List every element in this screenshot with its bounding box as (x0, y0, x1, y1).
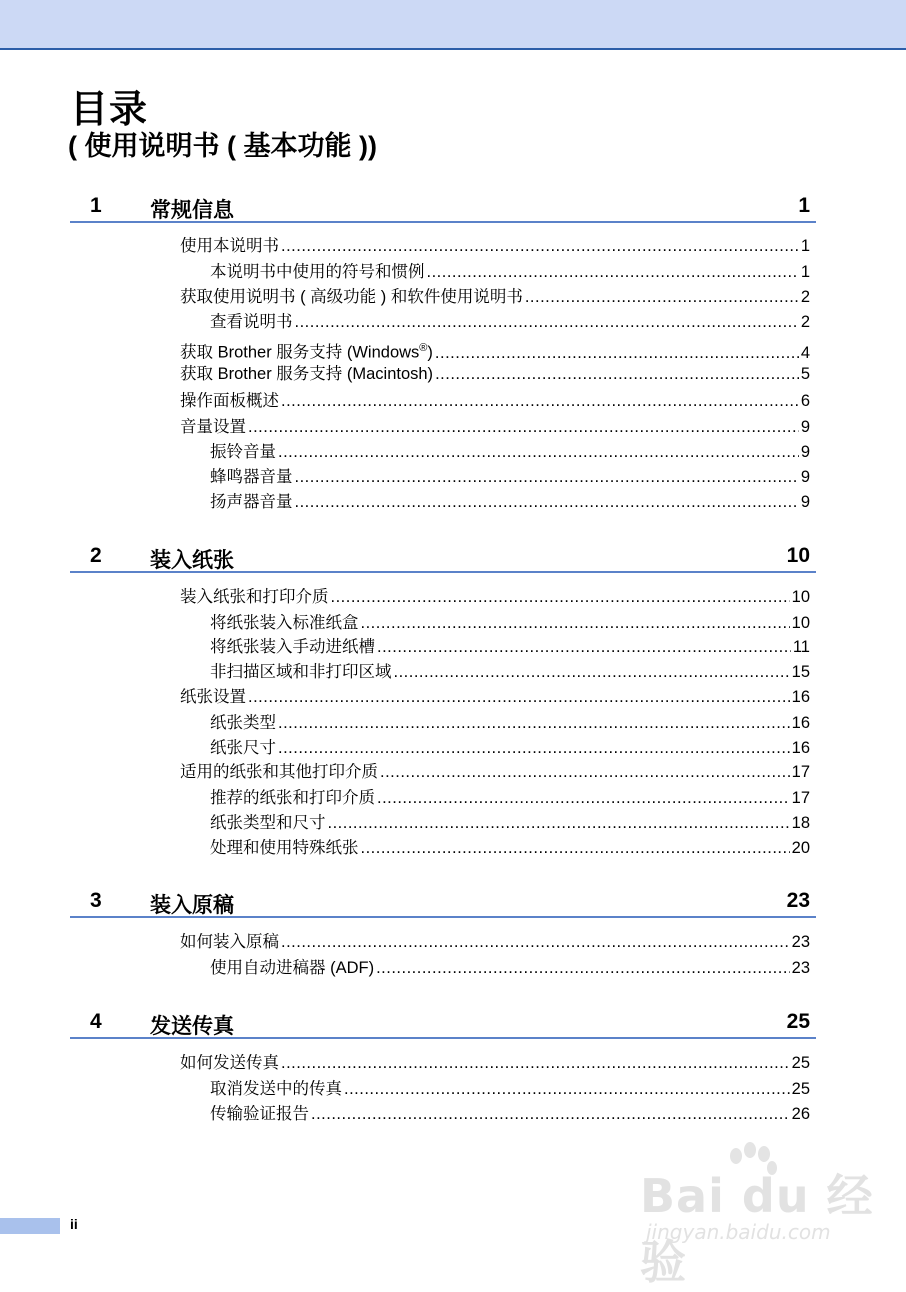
toc-entry[interactable] (180, 931, 810, 953)
entry-page: 25 (791, 1054, 810, 1072)
entry-page: 25 (791, 1080, 810, 1098)
toc-entry[interactable] (210, 812, 810, 834)
entry-page: 23 (791, 959, 810, 977)
entry-page: 20 (791, 839, 810, 857)
toc-entry[interactable] (180, 337, 810, 362)
entry-text: 非扫描区域和非打印区域 (210, 663, 392, 681)
dot-leader (281, 931, 790, 953)
toc-entry[interactable] (210, 737, 810, 759)
chapter-heading[interactable] (70, 194, 816, 223)
chapter-heading[interactable] (70, 544, 816, 573)
entry-page: 9 (800, 468, 810, 486)
dot-leader (278, 737, 790, 759)
dot-leader (328, 812, 790, 834)
top-header-band (0, 0, 906, 50)
dot-leader (380, 761, 790, 783)
toc-entry[interactable] (180, 235, 810, 257)
dot-leader (377, 636, 791, 658)
chapter-title: 常规信息 (150, 199, 234, 222)
entry-text: 扬声器音量 (210, 493, 293, 511)
toc-entry[interactable] (180, 686, 810, 708)
dot-leader (248, 686, 790, 708)
page-number: ii (70, 1216, 78, 1232)
toc-entry[interactable] (210, 1078, 810, 1100)
dot-leader (435, 363, 799, 385)
dot-leader (427, 261, 799, 283)
dot-leader (295, 311, 799, 333)
entry-text: 推荐的纸张和打印介质 (210, 789, 375, 807)
entry-text: 音量设置 (180, 418, 246, 436)
page-title: 目录 (70, 89, 149, 131)
registered-mark: ® (419, 342, 428, 354)
entry-page: 23 (791, 933, 810, 951)
toc-entry[interactable] (180, 416, 810, 438)
toc-entry[interactable] (210, 261, 810, 283)
toc-entry[interactable] (210, 311, 810, 333)
toc-entry[interactable] (180, 761, 810, 783)
entry-text: 将纸张装入标准纸盒 (210, 614, 359, 632)
dot-leader (278, 441, 799, 463)
entry-page: 10 (791, 614, 810, 632)
toc-entry[interactable] (180, 586, 810, 608)
entry-page: 11 (792, 638, 810, 656)
dot-leader (295, 491, 799, 513)
entry-text: 获取 Brother 服务支持 (Macintosh) (180, 365, 434, 383)
entry-text: 适用的纸张和其他打印介质 (180, 763, 378, 781)
entry-text: 纸张尺寸 (210, 739, 276, 757)
entry-text: 装入纸张和打印介质 (180, 588, 329, 606)
dot-leader (525, 286, 799, 308)
entry-text: 查看说明书 (210, 313, 293, 331)
entry-text: 获取 Brother 服务支持 (Windows®) (180, 342, 433, 362)
entry-text: 纸张类型 (210, 714, 276, 732)
entry-page: 16 (791, 739, 810, 757)
dot-leader (281, 1052, 790, 1074)
entry-page: 1 (800, 263, 810, 281)
toc-entry[interactable] (210, 661, 810, 683)
entry-page: 2 (800, 288, 810, 306)
dot-leader (295, 466, 799, 488)
entry-page: 26 (791, 1105, 810, 1123)
chapter-page: 23 (786, 889, 810, 912)
chapter-title: 发送传真 (150, 1015, 234, 1038)
entry-page: 6 (800, 392, 810, 410)
toc-entry[interactable] (210, 1103, 810, 1125)
toc-entry[interactable] (210, 712, 810, 734)
chapter-number: 3 (90, 889, 102, 912)
dot-leader (311, 1103, 790, 1125)
toc-entry[interactable] (210, 441, 810, 463)
chapter-number: 2 (90, 544, 102, 567)
entry-page: 5 (800, 365, 810, 383)
toc-entry[interactable] (180, 390, 810, 412)
dot-leader (394, 661, 790, 683)
toc-entry[interactable] (210, 957, 810, 979)
entry-text: 振铃音量 (210, 443, 276, 461)
page-subtitle: ( 使用说明书 ( 基本功能 )) (68, 131, 377, 161)
entry-text: 传输验证报告 (210, 1105, 309, 1123)
entry-page: 1 (800, 237, 810, 255)
chapter-heading[interactable] (70, 1010, 816, 1039)
entry-text: 使用自动进稿器 (ADF) (210, 959, 375, 977)
entry-page: 9 (800, 443, 810, 461)
dot-leader (377, 787, 790, 809)
chapter-title: 装入纸张 (150, 549, 234, 572)
dot-leader (435, 342, 799, 364)
entry-text: 取消发送中的传真 (210, 1080, 342, 1098)
dot-leader (361, 612, 790, 634)
watermark-brand: Bai du 经验 (640, 1169, 874, 1289)
dot-leader (361, 837, 790, 859)
entry-page: 17 (791, 789, 810, 807)
dot-leader (278, 712, 790, 734)
toc-entry[interactable] (210, 612, 810, 634)
dot-leader (248, 416, 799, 438)
entry-page: 10 (791, 588, 810, 606)
entry-page: 15 (791, 663, 810, 681)
chapter-number: 1 (90, 194, 102, 217)
toc-entry[interactable] (210, 787, 810, 809)
chapter-page: 1 (798, 194, 810, 217)
chapter-title: 装入原稿 (150, 894, 234, 917)
entry-page: 16 (791, 714, 810, 732)
chapter-number: 4 (90, 1010, 102, 1033)
entry-text: 将纸张装入手动进纸槽 (210, 638, 375, 656)
dot-leader (281, 390, 799, 412)
entry-text: 操作面板概述 (180, 392, 279, 410)
entry-text: 本说明书中使用的符号和惯例 (210, 263, 425, 281)
chapter-page: 10 (786, 544, 810, 567)
toc-entry[interactable] (210, 491, 810, 513)
dot-leader (376, 957, 790, 979)
entry-text: 纸张设置 (180, 688, 246, 706)
entry-page: 9 (800, 418, 810, 436)
entry-text: 如何装入原稿 (180, 933, 279, 951)
toc-entry[interactable] (210, 466, 810, 488)
entry-page: 16 (791, 688, 810, 706)
dot-leader (331, 586, 790, 608)
toc-entry[interactable] (210, 837, 810, 859)
footer-bar (0, 1218, 60, 1234)
entry-text: 使用本说明书 (180, 237, 279, 255)
entry-text: 蜂鸣器音量 (210, 468, 293, 486)
toc-entry[interactable] (180, 286, 810, 308)
entry-page: 18 (791, 814, 810, 832)
toc-entry[interactable] (180, 363, 810, 385)
toc-entry[interactable] (210, 636, 810, 658)
entry-text: 处理和使用特殊纸张 (210, 839, 359, 857)
watermark-url: jingyan.baidu.com (646, 1220, 831, 1244)
dot-leader (344, 1078, 790, 1100)
entry-page: 9 (800, 493, 810, 511)
entry-text: 获取使用说明书 ( 高级功能 ) 和软件使用说明书 (180, 288, 523, 306)
entry-page: 17 (791, 763, 810, 781)
toc-entry[interactable] (180, 1052, 810, 1074)
entry-page: 2 (800, 313, 810, 331)
entry-page: 4 (800, 343, 810, 362)
entry-text: 如何发送传真 (180, 1054, 279, 1072)
chapter-page: 25 (786, 1010, 810, 1033)
chapter-heading[interactable] (70, 889, 816, 918)
dot-leader (281, 235, 799, 257)
entry-text: 纸张类型和尺寸 (210, 814, 326, 832)
